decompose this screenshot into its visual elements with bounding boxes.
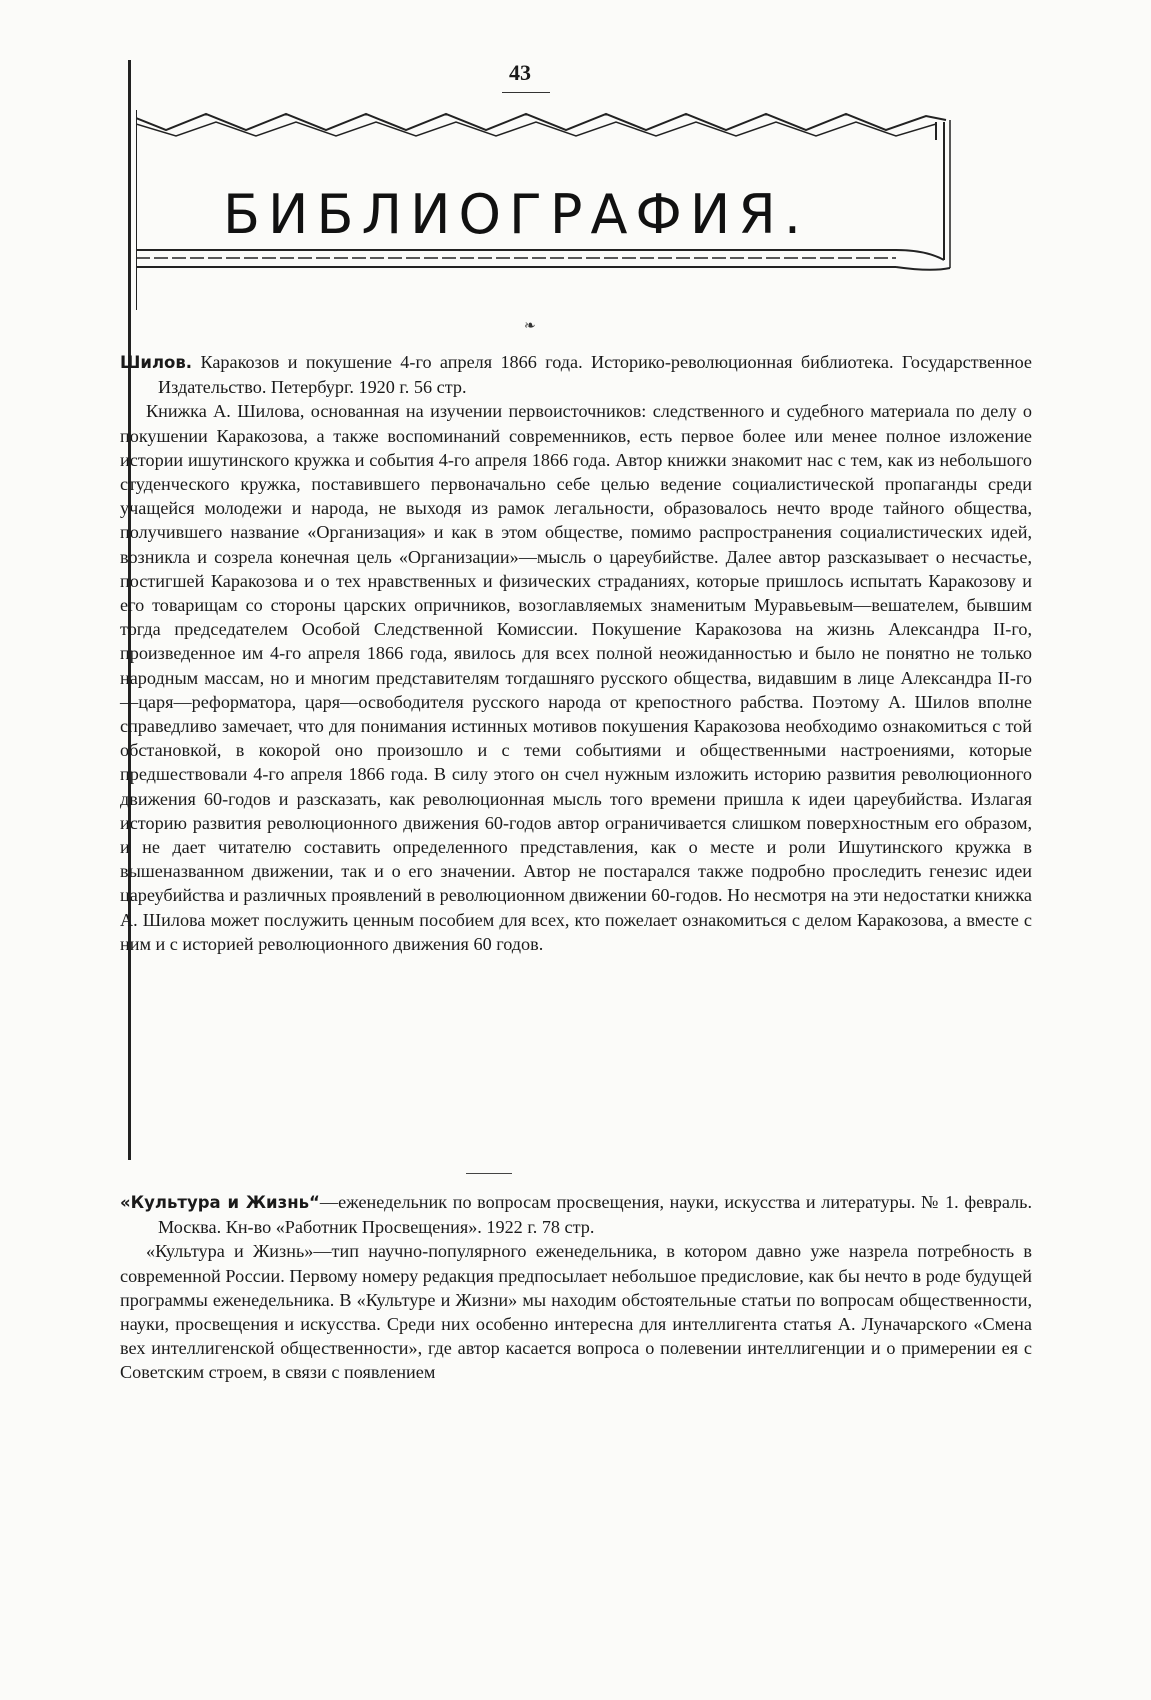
page-number: 43: [509, 60, 531, 85]
entry-citation-text: Каракозов и покушение 4-го апреля 1866 года. Историко-революционная библиотека. Государственное Издательство. Петербург. 1920 г. 56 стр.: [158, 352, 1032, 398]
page-number-rule: [502, 92, 550, 93]
bibliography-entry: [120, 350, 1032, 956]
section-header-frame: [136, 110, 1036, 310]
entry-author: «Культура и Жизнь“: [120, 1193, 320, 1212]
entry-citation: [120, 350, 1032, 399]
entry-citation: [120, 1190, 1032, 1239]
bibliography-entry: [120, 1190, 1032, 1385]
entry-review-text: Книжка А. Шилова, основанная на изучении первоисточников: следственного и судебного материала по делу о покушении Каракозова, а также воспоминаний современников, есть первое более или менее полное изложение истории ишутинского кружка и события 4-го апреля 1866 года. Автор книжки знакомит нас с тем, как из небольшого студенческого кружка, поставившего первоначально себе целью ведение социалистической пропаганды среди учащейся молодежи и народа, не выходя из рамок легальности, образовалось нечто вроде тайного общества, получившего название «Организация» и как в этом обществе, помимо распространения социалистических идей, возникла и созрела конечная цель «Организации»—мысль о цареубийстве. Далее автор разсказывает о несчастье, постигшей Каракозова и о тех нравственных и физических страданиях, которые пришлось испытать Каракозову и его товарищам со стороны царских опричников, возоглавляемых знаменитым Муравьевым—вешателем, бывшим тогда председателем Особой Следственной Комиссии. Покушение Каракозова на жизнь Александра II-го, произведенное им 4-го апреля 1866 года, явилось для всех полной неожиданностью и было не понятно не только народным массам, но и многим представителям тогдашняго русского общества, видавшим в лице Александра II-го —царя—реформатора, царя—освободителя русского народа от крепостного рабства. Поэтому А. Шилов вполне справедливо замечает, что для понимания истинных мотивов покушения Каракозова необходимо ознакомиться с той обстановкой, в кокорой оно произошло и с теми событиями и общественными настроениями, которые предшествовали 4-го апреля 1866 года. В силу этого он счел нужным изложить историю развития революционного движения 60-годов и разсказать, как революционная мысль того времени пришла к идеи цареубийства. Излагая историю развития революционного движения 60-годов автор ограничивается слишком поверхностным его образом, и не дает читателю составить определенного представления, как о месте и роли Ишутинского кружка в вышеназванном движении, так и о его значении. Автор не постарался также подробно проследить генезис идеи цареубийства и различных проявлений в революционном движении 60-годов. Но несмотря на эти недостатки книжка А. Шилова может послужить ценным пособием для всех, кто пожелает ознакомиться с делом Каракозова, а вместе с ним и с историей революционного движения 60 годов.: [120, 401, 1032, 954]
section-title: БИБЛИОГРАФИЯ.: [223, 183, 809, 246]
entry-citation-text: —еженедельник по вопросам просвещения, науки, искусства и литературы. № 1. февраль. Москва. Кн-во «Работник Просвещения». 1922 г. 78 стр.: [158, 1192, 1033, 1238]
ornament-mark: ❧: [524, 319, 536, 334]
entry-review-text: «Культура и Жизнь»—тип научно-популярного еженедельника, в котором давно уже назрела потребность в современной России. Первому номеру редакция предпосылает небольшое предисловие, как бы нечто в роде будущей программы еженедельника. В «Культуре и Жизни» мы находим обстоятельные статьи по вопросам общественности, науки, просвещения и искусства. Среди них особенно интересна для интеллигента статья А. Луначарского «Смена вех интеллигенской общественности», где автор касается вопроса о полевении интеллигенции и о примерении ея с Советским строем, в связи с появлением: [120, 1241, 1032, 1383]
entry-author: Шилов.: [120, 353, 193, 372]
entry-separator: [466, 1173, 512, 1174]
